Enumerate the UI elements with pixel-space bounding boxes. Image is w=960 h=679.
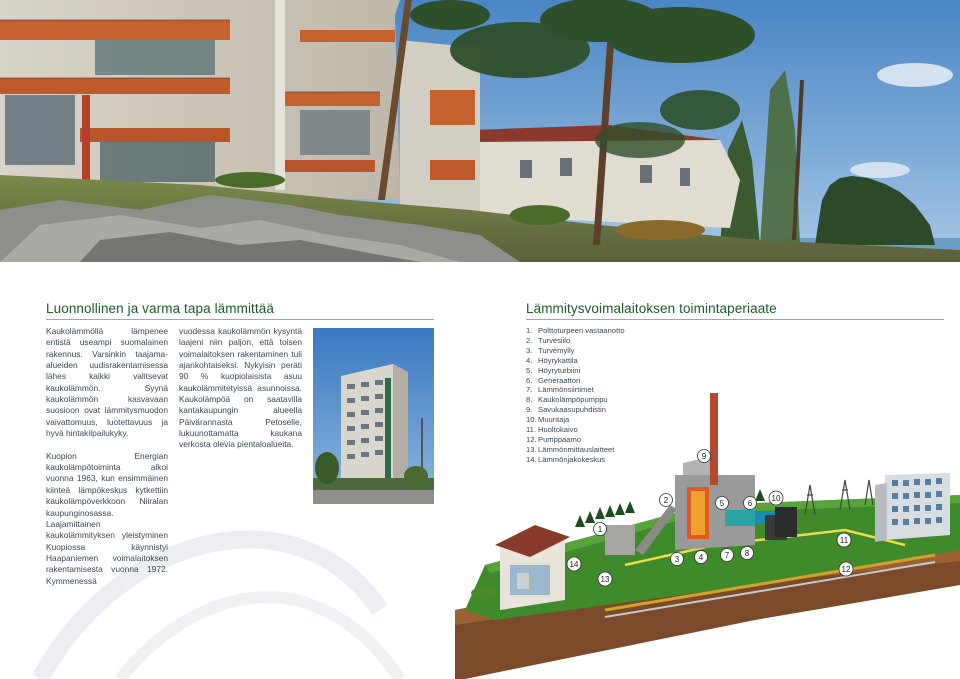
apartment-building-photo	[313, 328, 434, 504]
badge-6: 6	[747, 499, 753, 508]
text-column-1	[46, 326, 168, 598]
list-item: 5. Höyryturbiini	[526, 365, 581, 375]
list-item: 1. Polttoturpeen vastaanotto	[526, 326, 625, 335]
paragraph: vuodessa kaukolämmön kysyntä laajeni niin paljon, että toisen voimalaitoksen rakentaminen tuli ajankohtaiseksi. Nykyisin peräti 90 % kuopiolaisista asuu kaukolämmitetyissä asunnoissa. Kaukolämpöä on saatavilla kantakaupungin alueella Päivärannasta Petoselle, lukuunottamatta kaukana verkosta olevia pientaloalueita.	[179, 326, 302, 450]
list-item: 3. Turvemylly	[526, 345, 575, 355]
list-item: 14.Lämmönjakokeskus	[526, 454, 606, 464]
badge-10: 10	[771, 494, 781, 503]
paragraph: Kaukolämmöllä lämpenee entistä useampi suomalainen rakennus. Varsinkin taajama-alueiden uudisrakentamisessa lähes kaikki valitsevat kaukolämmön. Syynä kaukolämmön kasvavaan suosioon ovat lämmitysmuodon vaivattomuus, luotettavuus ja hyvä hintakilpailukyky.	[46, 326, 168, 439]
badge-4: 4	[698, 553, 704, 562]
list-item: 10.Muuntaja	[526, 415, 570, 425]
list-item: 2. Turvesiilo	[526, 335, 571, 345]
badge-1: 1	[597, 525, 603, 534]
badge-11: 11	[839, 536, 849, 545]
list-item: 11. Huoltokaivo	[526, 425, 578, 435]
hero-photo	[0, 0, 960, 262]
list-item: 13.Lämmönmittauslaitteet	[526, 444, 615, 454]
heading-right: Lämmitysvoimalaitoksen toimintaperiaate	[526, 301, 777, 316]
list-item: 4. Höyrykattila	[526, 355, 578, 365]
list-item: 12.Pumppaamo	[526, 434, 582, 444]
badge-12: 12	[841, 565, 851, 574]
paragraph: Kuopion Energian kaukolämpötoiminta alkoi vuonna 1963, kun ensimmäinen kiinteä lämpökeskus kytkettiin kaukolämpöverkkoon Niiralan kaupunginosassa. Laajamittainen kaukolämmityksen yleistyminen Kuopiossa käynnistyi Haapaniemen voimalaitoksen rakentamisesta vuonna 1972. Kymmenessä	[46, 450, 168, 586]
list-item: 7. Lämmönsiirtimet	[526, 385, 594, 395]
badge-14: 14	[569, 560, 579, 569]
badge-8: 8	[744, 549, 750, 558]
power-plant-diagram	[455, 385, 960, 679]
badge-9: 9	[701, 452, 707, 461]
badge-7: 7	[724, 551, 730, 560]
badge-13: 13	[600, 575, 610, 584]
badge-3: 3	[674, 555, 680, 564]
list-item: 8. Kaukolämpöpumppu	[526, 395, 608, 405]
list-item: 9. Savukaasupuhdistin	[526, 405, 606, 415]
heading-left: Luonnollinen ja varma tapa lämmittää	[46, 301, 274, 316]
badge-2: 2	[663, 496, 669, 505]
badge-5: 5	[719, 499, 725, 508]
divider-left	[46, 319, 434, 320]
list-item: 6. Generaattori	[526, 375, 581, 385]
text-column-2	[179, 326, 302, 462]
divider-right	[526, 319, 944, 320]
